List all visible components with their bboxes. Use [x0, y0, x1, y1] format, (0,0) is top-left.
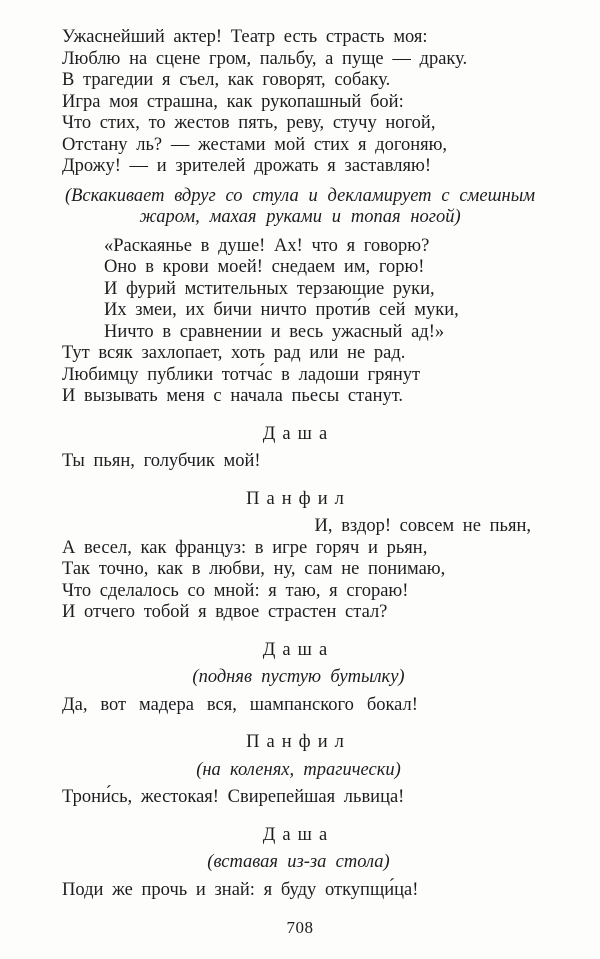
speech-block — [0, 732, 600, 809]
verse-line: Ужаснейший актер! Театр есть страсть моя: — [62, 27, 428, 47]
speaker-name: Даша — [262, 423, 335, 444]
quoted-verse — [104, 236, 544, 344]
quote-line: Оно в крови моей! снедаем им, горю! — [104, 257, 425, 277]
dialogue — [62, 451, 535, 473]
monologue-verse — [62, 27, 535, 178]
speaker-name: Даша — [262, 824, 335, 845]
verse-line: Что стих, то жестов пять, реву, стучу ногой, — [62, 113, 436, 133]
speaker-name: Панфил — [246, 732, 351, 752]
verse-line: Игра моя страшна, как рукопашный бой: — [62, 91, 404, 112]
page-number: 708 — [286, 918, 314, 937]
offset-dialogue-line: И, вздор! совсем не пьян, — [314, 516, 531, 536]
dialogue-line: Трони́сь, жестокая! Свирепейшая львица! — [62, 787, 405, 807]
dialogue — [62, 787, 535, 809]
verse-line: Дрожу! — и зрителей дрожать я заставляю! — [62, 156, 431, 176]
speech-block — [0, 825, 600, 902]
verse-line: И вызывать меня с начала пьесы станут. — [62, 386, 404, 406]
verse-line: Тут всяк захлопает, хоть рад или не рад. — [62, 343, 406, 363]
speaker-name: Даша — [262, 639, 335, 660]
quote-line: Их змеи, их бичи ничто проти́в сей муки, — [104, 300, 459, 320]
speech-block — [0, 489, 600, 624]
parenthetical-direction: (подняв пустую бутылку) — [192, 667, 405, 687]
verse-line: Отстану ль? — жестами мой стих я догоняю, — [62, 134, 448, 155]
parenthetical-direction: (вставая из-за стола) — [207, 852, 390, 872]
dialogue-line: Так точно, как в любви, ну, сам не понимаю, — [62, 559, 446, 579]
verse-line: Люблю на сцене гром, пальбу, а пуще — драку. — [62, 48, 468, 69]
speaker-name: Панфил — [246, 488, 351, 509]
speech-block — [0, 424, 600, 473]
monologue-continuation — [62, 343, 535, 408]
dialogue-line: Да, вот мадера вся, шампанского бокал! — [62, 694, 418, 715]
quote-line: «Раскаянье в душе! Ах! что я говорю? — [104, 235, 430, 256]
stage-direction: (Вскакивает вдруг со стула и декламирует с смешным жаром, махая руками и топая ногой) — [64, 185, 536, 227]
verse-line: В трагедии я съел, как говорят, собаку. — [62, 70, 391, 90]
dialogue — [62, 695, 535, 717]
dialogue — [62, 880, 535, 902]
dialogue-line: А весел, как француз: в игре горяч и рьян, — [62, 537, 428, 558]
dialogue-line: Что сделалось со мной: я таю, я сгораю! — [62, 580, 409, 601]
verse-line: Любимцу публики тотча́с в ладоши грянут — [62, 364, 421, 385]
speech-block — [0, 640, 600, 717]
dialogue-line: И отчего тобой я вдвое страстен стал? — [62, 602, 388, 622]
dialogue-line: Поди же прочь и знай: я буду откупщи́ца! — [62, 879, 419, 900]
quote-line: Ничто в сравнении и весь ужасный ад!» — [104, 321, 445, 342]
quote-line: И фурий мстительных терзающие руки, — [104, 278, 435, 299]
parenthetical-direction: (на коленях, трагически) — [196, 759, 401, 780]
dialogue — [62, 516, 535, 624]
dialogue-line: Ты пьян, голубчик мой! — [62, 451, 261, 471]
